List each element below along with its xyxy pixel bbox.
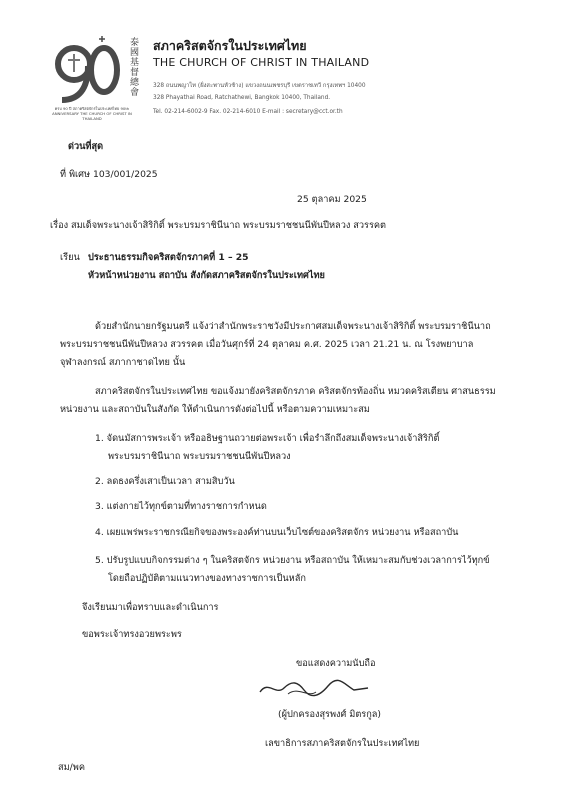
paragraph-2-line-2: หน่วยงาน และสถาบันในสังกัด ให้ดำเนินการดังต่อไปนี้ หรือตามความเหมาะสม bbox=[60, 404, 370, 415]
contact-info: Tel. 02-214-6002-9 Fax. 02-214-6010 E-mail : secretary@cct.or.th bbox=[153, 109, 343, 115]
paragraph-1-line-1: ด้วยสำนักนายกรัฐมนตรี แจ้งว่าสำนักพระราชวังมีประกาศสมเด็จพระนางเจ้าสิริกิติ์ พระบรมราชินีนาถ bbox=[95, 321, 491, 332]
org-name-english: THE CHURCH OF CHRIST IN THAILAND bbox=[153, 56, 370, 69]
recipient-line-2: หัวหน้าหน่วยงาน สถาบัน สังกัดสภาคริสตจักรในประเทศไทย bbox=[88, 270, 325, 281]
list-item-2: 2. ลดธงครึ่งเสาเป็นเวลา สามสิบวัน bbox=[95, 476, 235, 487]
letter-date: 25 ตุลาคม 2025 bbox=[297, 194, 367, 205]
closing-line-1: จึงเรียนมาเพื่อทราบและดำเนินการ bbox=[82, 602, 219, 613]
org-name-thai: สภาคริสตจักรในประเทศไทย bbox=[153, 38, 307, 53]
list-item-1-line-2: พระบรมราชินีนาถ พระบรมราชชนนีพันปีหลวง bbox=[108, 451, 291, 462]
list-item-4: 4. เผยแพร่พระราชกรณียกิจของพระองค์ท่านบนเว็บไซต์ของคริสตจักร หน่วยงาน หรือสถาบัน bbox=[95, 527, 459, 538]
footer-code: สม/พค bbox=[58, 762, 85, 773]
reference-number: ที่ พิเศษ 103/001/2025 bbox=[60, 169, 158, 180]
logo-caption: ครบ 90 ปี สภาคริสตจักรในประเทศไทย 90th ANNIVERSARY THE CHURCH OF CHRIST IN THAILAND bbox=[52, 106, 132, 121]
address-thai: 328 ถนนพญาไท (ฝั่งสะพานหัวช้าง) แขวงถนนเพชรบุรี เขตราชเทวี กรุงเทพฯ 10400 bbox=[153, 83, 366, 89]
org-name-chinese: 泰國基督總會 bbox=[130, 38, 140, 98]
recipient-label: เรียน bbox=[60, 252, 80, 263]
signer-title: เลขาธิการสภาคริสตจักรในประเทศไทย bbox=[265, 738, 420, 749]
list-item-1-line-1: 1. จัดนมัสการพระเจ้า หรืออธิษฐานถวายต่อพระเจ้า เพื่อรำลึกถึงสมเด็จพระนางเจ้าสิริกิติ์ bbox=[95, 433, 440, 444]
paragraph-1-line-2: พระบรมราชชนนีพันปีหลวง สวรรคต เมื่อวันศุกร์ที่ 24 ตุลาคม ค.ศ. 2025 เวลา 21.21 น. ณ โรงพยาบาล bbox=[60, 339, 474, 350]
paragraph-2-line-1: สภาคริสตจักรในประเทศไทย ขอแจ้งมายังคริสตจักรภาค คริสตจักรท้องถิ่น หมวดคริสเตียน ศาสนธรรม bbox=[95, 386, 496, 397]
paragraph-1-line-3: จุฬาลงกรณ์ สภากาชาดไทย นั้น bbox=[60, 357, 186, 368]
regards-text: ขอแสดงความนับถือ bbox=[296, 658, 376, 669]
list-item-5-line-2: โดยถือปฏิบัติตามแนวทางของทางราชการเป็นหลัก bbox=[108, 573, 306, 584]
recipient-line-1: ประธานธรรมกิจคริสตจักรภาคที่ 1 – 25 bbox=[88, 252, 249, 263]
list-item-3: 3. แต่งกายไว้ทุกข์ตามที่ทางราชการกำหนด bbox=[95, 501, 267, 512]
urgency-label: ด่วนที่สุด bbox=[68, 141, 104, 152]
signature bbox=[258, 676, 370, 700]
anniversary-logo-icon bbox=[52, 34, 124, 106]
signer-name: (ผู้ปกครองสุรพงศ์ มิตรกูล) bbox=[278, 709, 382, 720]
closing-line-2: ขอพระเจ้าทรงอวยพระพร bbox=[82, 629, 182, 640]
address-english: 328 Phayathai Road, Ratchathewi, Bangkok 10400, Thailand. bbox=[153, 95, 331, 101]
letter-subject: เรื่อง สมเด็จพระนางเจ้าสิริกิติ์ พระบรมราชินีนาถ พระบรมราชชนนีพันปีหลวง สวรรคต bbox=[50, 220, 387, 231]
list-item-5-line-1: 5. ปรับรูปแบบกิจกรรมต่าง ๆ ในคริสตจักร หน่วยงาน หรือสถาบัน ให้เหมาะสมกับช่วงเวลาการไว้ทุกข์ bbox=[95, 555, 490, 566]
